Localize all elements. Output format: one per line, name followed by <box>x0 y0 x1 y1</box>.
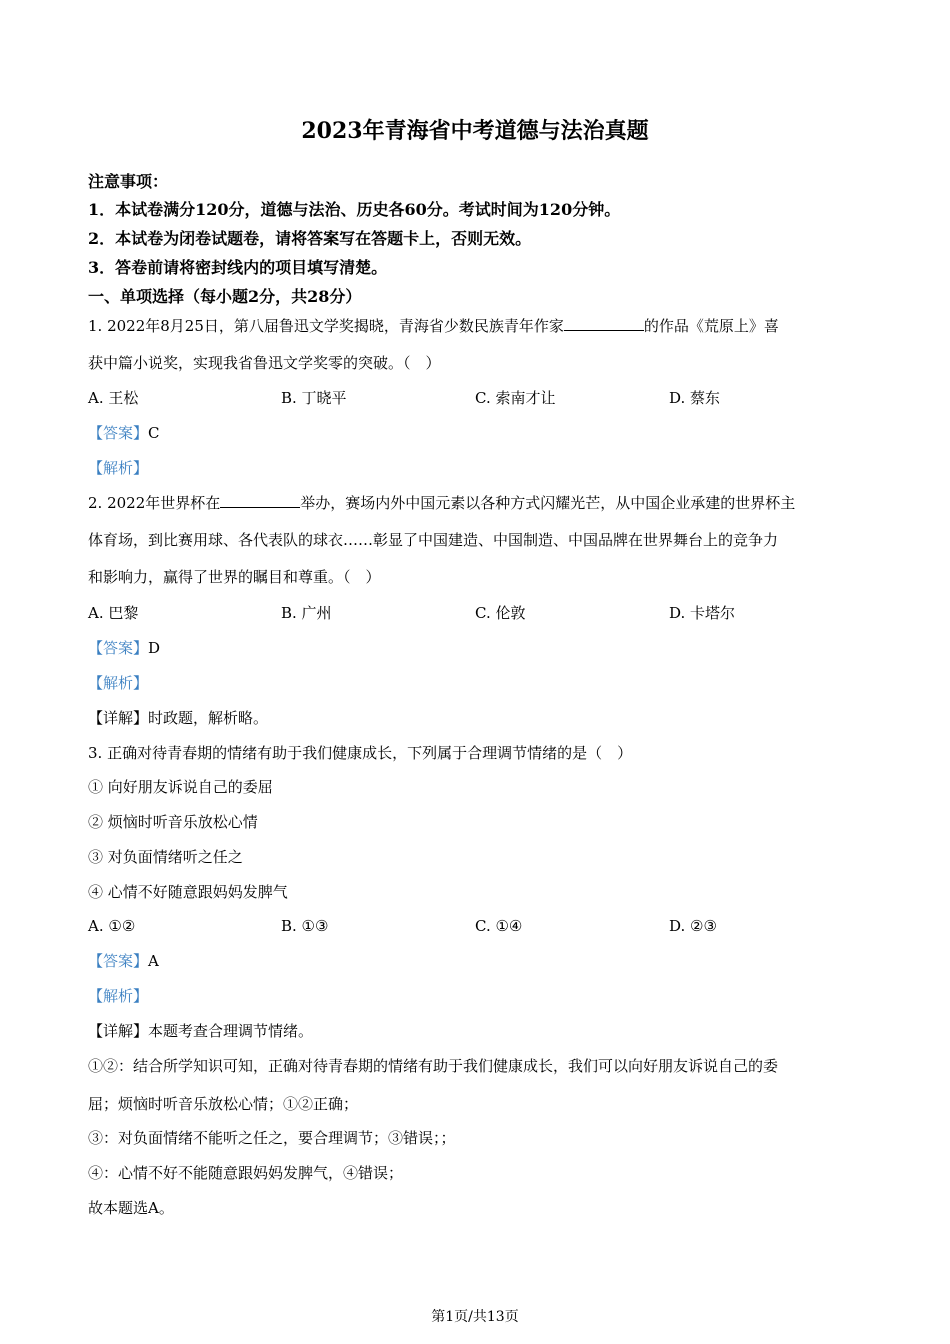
fill-blank <box>564 316 644 331</box>
q3-option-d: D. ②③ <box>669 917 717 935</box>
q2-detail: 【详解】时政题，解析略。 <box>88 709 269 727</box>
q1-option-a: A. 王松 <box>88 389 139 407</box>
q1-option-b: B. 丁晓平 <box>281 389 347 407</box>
q2-option-a: A. 巴黎 <box>88 604 139 622</box>
q1-analysis-label: 【解析】 <box>88 459 149 477</box>
q2-stem-after: 举办，赛场内外中国元素以各种方式闪耀光芒，从中国企业承建的世界杯主 <box>300 494 796 512</box>
q3-detail: 【详解】本题考查合理调节情绪。 <box>88 1022 314 1040</box>
q3-conclusion: 故本题选A。 <box>88 1199 174 1217</box>
q2-stem-line2: 体育场，到比赛用球、各代表队的球衣……彰显了中国建造、中国制造、中国品牌在世界舞台上的竞争力 <box>88 531 779 549</box>
q3-explanation: ④：心情不好不能随意跟妈妈发脾气，④错误； <box>88 1164 404 1182</box>
q2-stem-line3: 和影响力，赢得了世界的瞩目和尊重。（ ） <box>88 568 381 586</box>
q1-option-c: C. 索南才让 <box>475 389 556 407</box>
q3-item: ① 向好朋友诉说自己的委屈 <box>88 778 273 796</box>
q3-stem: 3. 正确对待青春期的情绪有助于我们健康成长，下列属于合理调节情绪的是（ ） <box>88 744 633 762</box>
q1-stem-line2: 获中篇小说奖，实现我省鲁迅文学奖零的突破。（ ） <box>88 354 441 372</box>
q1-answer <box>88 423 160 443</box>
q3-option-c: C. ①④ <box>475 917 523 935</box>
q2-answer <box>88 638 160 658</box>
page-footer: 第1页/共13页 <box>431 1309 519 1325</box>
q3-explanation: 屈；烦恼时听音乐放松心情；①②正确； <box>88 1095 359 1113</box>
answer-value: C <box>148 424 160 442</box>
fill-blank <box>220 493 300 508</box>
answer-label: 【答案】 <box>88 639 149 657</box>
answer-value: A <box>148 952 159 970</box>
q1-option-d: D. 蔡东 <box>669 389 721 407</box>
q1-stem-before: 1. 2022年8月25日，第八届鲁迅文学奖揭晓，青海省少数民族青年作家 <box>88 317 564 335</box>
q1-stem-line1 <box>88 316 779 336</box>
q2-analysis-label: 【解析】 <box>88 674 149 692</box>
notice-item: 1．本试卷满分120分，道德与法治、历史各60分。考试时间为120分钟。 <box>88 200 621 219</box>
notice-item: 2．本试卷为闭卷试题卷，请将答案写在答题卡上，否则无效。 <box>88 229 532 248</box>
q3-explanation: ③：对负面情绪不能听之任之，要合理调节；③错误；； <box>88 1129 456 1147</box>
q2-option-b: B. 广州 <box>281 604 332 622</box>
answer-label: 【答案】 <box>88 424 149 442</box>
q3-answer <box>88 951 159 971</box>
q2-stem-line1 <box>88 493 795 513</box>
q3-explanation: ①②：结合所学知识可知，正确对待青春期的情绪有助于我们健康成长，我们可以向好朋友诉说自己的委 <box>88 1057 779 1075</box>
q2-stem-before: 2. 2022年世界杯在 <box>88 494 221 512</box>
q3-item: ② 烦恼时听音乐放松心情 <box>88 813 258 831</box>
q3-analysis-label: 【解析】 <box>88 987 149 1005</box>
q3-item: ③ 对负面情绪听之任之 <box>88 848 243 866</box>
q3-option-a: A. ①② <box>88 917 136 935</box>
q3-option-b: B. ①③ <box>281 917 329 935</box>
answer-label: 【答案】 <box>88 952 149 970</box>
q1-stem-after: 的作品《荒原上》喜 <box>643 317 779 335</box>
q3-item: ④ 心情不好随意跟妈妈发脾气 <box>88 883 288 901</box>
answer-value: D <box>148 639 161 657</box>
document-title: 2023年青海省中考道德与法治真题 <box>301 118 649 144</box>
notice-item: 3．答卷前请将密封线内的项目填写清楚。 <box>88 258 388 277</box>
q2-option-c: C. 伦敦 <box>475 604 526 622</box>
section-heading: 一、单项选择（每小题2分，共28分） <box>88 287 362 306</box>
q2-option-d: D. 卡塔尔 <box>669 604 736 622</box>
notice-heading: 注意事项： <box>88 172 169 191</box>
